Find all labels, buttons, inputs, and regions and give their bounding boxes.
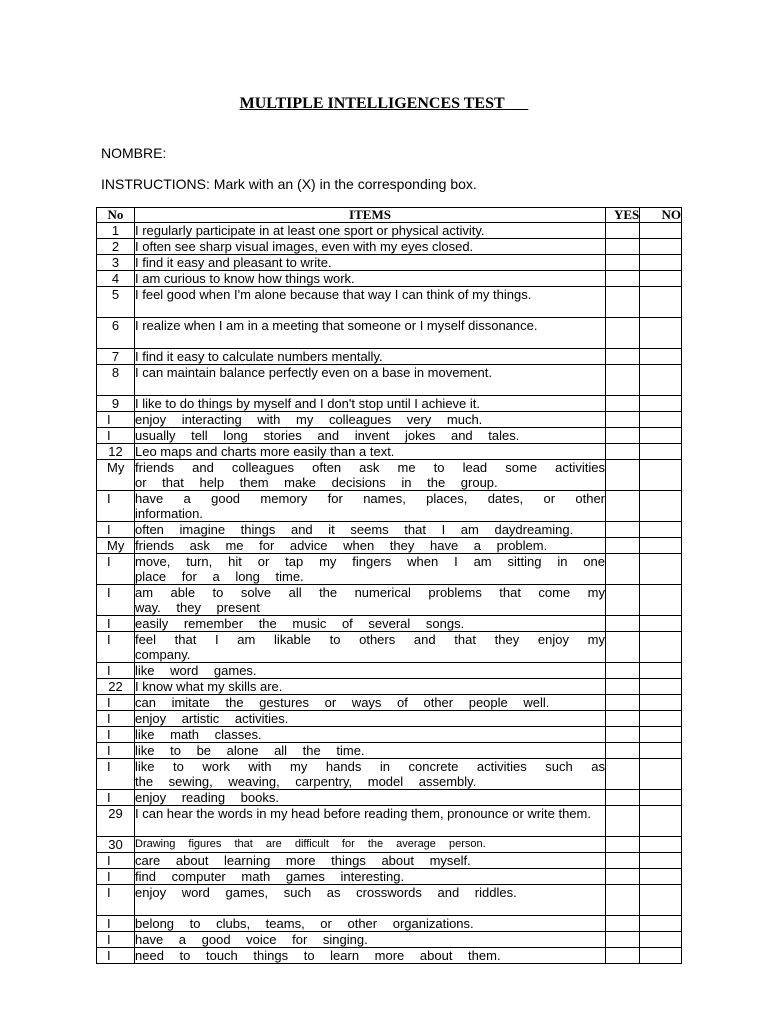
row-item-text: friends ask me for advice when they have a problem.: [135, 538, 606, 554]
yes-checkbox-cell[interactable]: [606, 396, 640, 412]
row-item-text: have a good memory for names, places, dates, or other information.: [135, 491, 605, 521]
row-number: 2: [97, 239, 135, 255]
yes-checkbox-cell[interactable]: [606, 318, 640, 349]
yes-checkbox-cell[interactable]: [606, 632, 640, 663]
row-number: I: [97, 554, 135, 585]
no-checkbox-cell[interactable]: [640, 711, 682, 727]
table-row: [97, 428, 682, 444]
yes-checkbox-cell[interactable]: [606, 916, 640, 932]
row-number: I: [97, 428, 135, 444]
no-checkbox-cell[interactable]: [640, 837, 682, 853]
table-row: [97, 365, 682, 396]
table-row: [97, 538, 682, 554]
yes-checkbox-cell[interactable]: [606, 663, 640, 679]
row-item-text: feel that I am likable to others and that they enjoy my company.: [135, 632, 605, 662]
row-item-text: move, turn, hit or tap my fingers when I am sitting in one place for a long time.: [135, 554, 605, 584]
row-number: I: [97, 869, 135, 885]
no-checkbox-cell[interactable]: [640, 916, 682, 932]
no-checkbox-cell[interactable]: [640, 412, 682, 428]
yes-checkbox-cell[interactable]: [606, 585, 640, 616]
row-number: 9: [97, 396, 135, 412]
row-item-text: I can maintain balance perfectly even on a base in movement.: [135, 365, 606, 396]
no-checkbox-cell[interactable]: [640, 239, 682, 255]
no-checkbox-cell[interactable]: [640, 616, 682, 632]
table-row: [97, 837, 682, 853]
row-number: I: [97, 948, 135, 964]
table-row: [97, 491, 682, 522]
test-table: [96, 207, 682, 964]
row-item-text: like word games.: [135, 663, 606, 679]
table-row: [97, 349, 682, 365]
yes-checkbox-cell[interactable]: [606, 837, 640, 853]
row-item-text: enjoy artistic activities.: [135, 711, 606, 727]
yes-checkbox-cell[interactable]: [606, 616, 640, 632]
yes-checkbox-cell[interactable]: [606, 711, 640, 727]
no-checkbox-cell[interactable]: [640, 223, 682, 239]
row-number: 3: [97, 255, 135, 271]
row-item-text: Leo maps and charts more easily than a text.: [135, 444, 606, 460]
header-yes: YES: [606, 208, 640, 223]
no-checkbox-cell[interactable]: [640, 349, 682, 365]
yes-checkbox-cell[interactable]: [606, 428, 640, 444]
yes-checkbox-cell[interactable]: [606, 932, 640, 948]
yes-checkbox-cell[interactable]: [606, 491, 640, 522]
no-checkbox-cell[interactable]: [640, 869, 682, 885]
header-no-answer: NO: [640, 208, 682, 223]
yes-checkbox-cell[interactable]: [606, 255, 640, 271]
no-checkbox-cell[interactable]: [640, 522, 682, 538]
row-item-text: enjoy interacting with my colleagues very much.: [135, 412, 606, 428]
row-item-text: enjoy word games, such as crosswords and riddles.: [135, 885, 606, 916]
row-number: I: [97, 932, 135, 948]
no-checkbox-cell[interactable]: [640, 885, 682, 916]
row-item-text: Drawing figures that are difficult for the average person.: [135, 837, 606, 853]
row-item-text: find computer math games interesting.: [135, 869, 606, 885]
no-checkbox-cell[interactable]: [640, 271, 682, 287]
row-number: 8: [97, 365, 135, 396]
row-item-text: I often see sharp visual images, even with my eyes closed.: [135, 239, 606, 255]
no-checkbox-cell[interactable]: [640, 554, 682, 585]
yes-checkbox-cell[interactable]: [606, 460, 640, 491]
table-row: [97, 679, 682, 695]
row-number: My: [97, 460, 135, 491]
row-item-text: like to work with my hands in concrete activities such as the sewing, weaving, carpentry, model assembly.: [135, 759, 605, 789]
table-row: [97, 287, 682, 318]
row-item-text: belong to clubs, teams, or other organizations.: [135, 916, 606, 932]
row-item-text: I know what my skills are.: [135, 679, 606, 695]
row-number: I: [97, 711, 135, 727]
yes-checkbox-cell[interactable]: [606, 869, 640, 885]
row-number: 22: [97, 679, 135, 695]
row-number: 4: [97, 271, 135, 287]
yes-checkbox-cell[interactable]: [606, 948, 640, 964]
table-row: [97, 869, 682, 885]
no-checkbox-cell[interactable]: [640, 679, 682, 695]
table-row: [97, 695, 682, 711]
row-number: 30: [97, 837, 135, 853]
yes-checkbox-cell[interactable]: [606, 554, 640, 585]
no-checkbox-cell[interactable]: [640, 790, 682, 806]
row-item-text: like math classes.: [135, 727, 606, 743]
table-row: [97, 932, 682, 948]
row-number: I: [97, 916, 135, 932]
yes-checkbox-cell[interactable]: [606, 853, 640, 869]
yes-checkbox-cell[interactable]: [606, 679, 640, 695]
table-row: [97, 396, 682, 412]
row-number: I: [97, 695, 135, 711]
instructions-text: INSTRUCTIONS: Mark with an (X) in the corresponding box.: [101, 176, 477, 192]
no-checkbox-cell[interactable]: [640, 663, 682, 679]
table-row: [97, 255, 682, 271]
table-row: [97, 223, 682, 239]
row-item-text: I can hear the words in my head before reading them, pronounce or write them.: [135, 806, 606, 837]
yes-checkbox-cell[interactable]: [606, 349, 640, 365]
table-row: [97, 585, 682, 616]
row-item-text: I am curious to know how things work.: [135, 271, 606, 287]
header-row: [97, 208, 682, 223]
name-label: NOMBRE:: [101, 145, 167, 161]
row-item-text: like to be alone all the time.: [135, 743, 606, 759]
row-number: I: [97, 616, 135, 632]
no-checkbox-cell[interactable]: [640, 759, 682, 790]
table-row: [97, 916, 682, 932]
row-number: 1: [97, 223, 135, 239]
yes-checkbox-cell[interactable]: [606, 271, 640, 287]
row-number: 7: [97, 349, 135, 365]
no-checkbox-cell[interactable]: [640, 853, 682, 869]
yes-checkbox-cell[interactable]: [606, 223, 640, 239]
no-checkbox-cell[interactable]: [640, 727, 682, 743]
row-item-text: care about learning more things about myself.: [135, 853, 606, 869]
no-checkbox-cell[interactable]: [640, 365, 682, 396]
yes-checkbox-cell[interactable]: [606, 287, 640, 318]
table-row: [97, 239, 682, 255]
row-number: I: [97, 853, 135, 869]
row-number: My: [97, 538, 135, 554]
row-number: 5: [97, 287, 135, 318]
yes-checkbox-cell[interactable]: [606, 522, 640, 538]
row-number: 12: [97, 444, 135, 460]
row-number: I: [97, 743, 135, 759]
row-item-text: I find it easy and pleasant to write.: [135, 255, 606, 271]
row-item-text: I realize when I am in a meeting that someone or I myself dissonance.: [135, 318, 606, 349]
yes-checkbox-cell[interactable]: [606, 538, 640, 554]
table-row: [97, 727, 682, 743]
no-checkbox-cell[interactable]: [640, 255, 682, 271]
row-item-text: need to touch things to learn more about them.: [135, 948, 606, 964]
table-row: [97, 790, 682, 806]
table-row: [97, 522, 682, 538]
no-checkbox-cell[interactable]: [640, 538, 682, 554]
row-number: I: [97, 412, 135, 428]
title-text: MULTIPLE INTELLIGENCES TEST: [239, 95, 505, 112]
row-item-text: enjoy reading books.: [135, 790, 606, 806]
no-checkbox-cell[interactable]: [640, 444, 682, 460]
no-checkbox-cell[interactable]: [640, 318, 682, 349]
table-row: [97, 318, 682, 349]
row-item-text: usually tell long stories and invent jokes and tales.: [135, 428, 606, 444]
table-row: [97, 806, 682, 837]
table-row: [97, 743, 682, 759]
yes-checkbox-cell[interactable]: [606, 743, 640, 759]
yes-checkbox-cell[interactable]: [606, 412, 640, 428]
row-item-text: I regularly participate in at least one sport or physical activity.: [135, 223, 606, 239]
no-checkbox-cell[interactable]: [640, 743, 682, 759]
header-items: ITEMS: [135, 208, 606, 223]
row-number: I: [97, 522, 135, 538]
no-checkbox-cell[interactable]: [640, 948, 682, 964]
row-item-text: am able to solve all the numerical problems that come my way. they present: [135, 585, 605, 615]
row-item-text: I find it easy to calculate numbers mentally.: [135, 349, 606, 365]
table-row: [97, 759, 682, 790]
row-item-text: friends and colleagues often ask me to lead some activities or that help them make decisions in the group.: [135, 460, 605, 490]
row-item-text: have a good voice for singing.: [135, 932, 606, 948]
table-row: [97, 554, 682, 585]
no-checkbox-cell[interactable]: [640, 287, 682, 318]
row-number: I: [97, 759, 135, 790]
yes-checkbox-cell[interactable]: [606, 444, 640, 460]
row-number: I: [97, 727, 135, 743]
table-row: [97, 444, 682, 460]
no-checkbox-cell[interactable]: [640, 695, 682, 711]
row-number: 29: [97, 806, 135, 837]
header-no: No: [97, 208, 135, 223]
row-item-text: I feel good when I'm alone because that way I can think of my things.: [135, 287, 606, 318]
no-checkbox-cell[interactable]: [640, 932, 682, 948]
row-item-text: easily remember the music of several songs.: [135, 616, 606, 632]
row-number: I: [97, 885, 135, 916]
no-checkbox-cell[interactable]: [640, 460, 682, 491]
row-item-text: can imitate the gestures or ways of other people well.: [135, 695, 606, 711]
row-number: I: [97, 585, 135, 616]
yes-checkbox-cell[interactable]: [606, 365, 640, 396]
table-row: [97, 616, 682, 632]
no-checkbox-cell[interactable]: [640, 396, 682, 412]
yes-checkbox-cell[interactable]: [606, 759, 640, 790]
row-number: 6: [97, 318, 135, 349]
row-item-text: often imagine things and it seems that I am daydreaming.: [135, 522, 606, 538]
table-row: [97, 460, 682, 491]
row-item-text: I like to do things by myself and I don't stop until I achieve it.: [135, 396, 606, 412]
table-row: [97, 632, 682, 663]
title-blank: [504, 95, 528, 112]
yes-checkbox-cell[interactable]: [606, 239, 640, 255]
yes-checkbox-cell[interactable]: [606, 695, 640, 711]
yes-checkbox-cell[interactable]: [606, 790, 640, 806]
page-title: [0, 95, 768, 113]
yes-checkbox-cell[interactable]: [606, 727, 640, 743]
yes-checkbox-cell[interactable]: [606, 885, 640, 916]
table-row: [97, 948, 682, 964]
no-checkbox-cell[interactable]: [640, 806, 682, 837]
no-checkbox-cell[interactable]: [640, 585, 682, 616]
table-row: [97, 412, 682, 428]
row-number: I: [97, 790, 135, 806]
yes-checkbox-cell[interactable]: [606, 806, 640, 837]
table-row: [97, 663, 682, 679]
row-number: I: [97, 663, 135, 679]
row-number: I: [97, 632, 135, 663]
table-row: [97, 853, 682, 869]
table-row: [97, 885, 682, 916]
table-row: [97, 711, 682, 727]
no-checkbox-cell[interactable]: [640, 491, 682, 522]
no-checkbox-cell[interactable]: [640, 632, 682, 663]
table-row: [97, 271, 682, 287]
row-number: I: [97, 491, 135, 522]
no-checkbox-cell[interactable]: [640, 428, 682, 444]
